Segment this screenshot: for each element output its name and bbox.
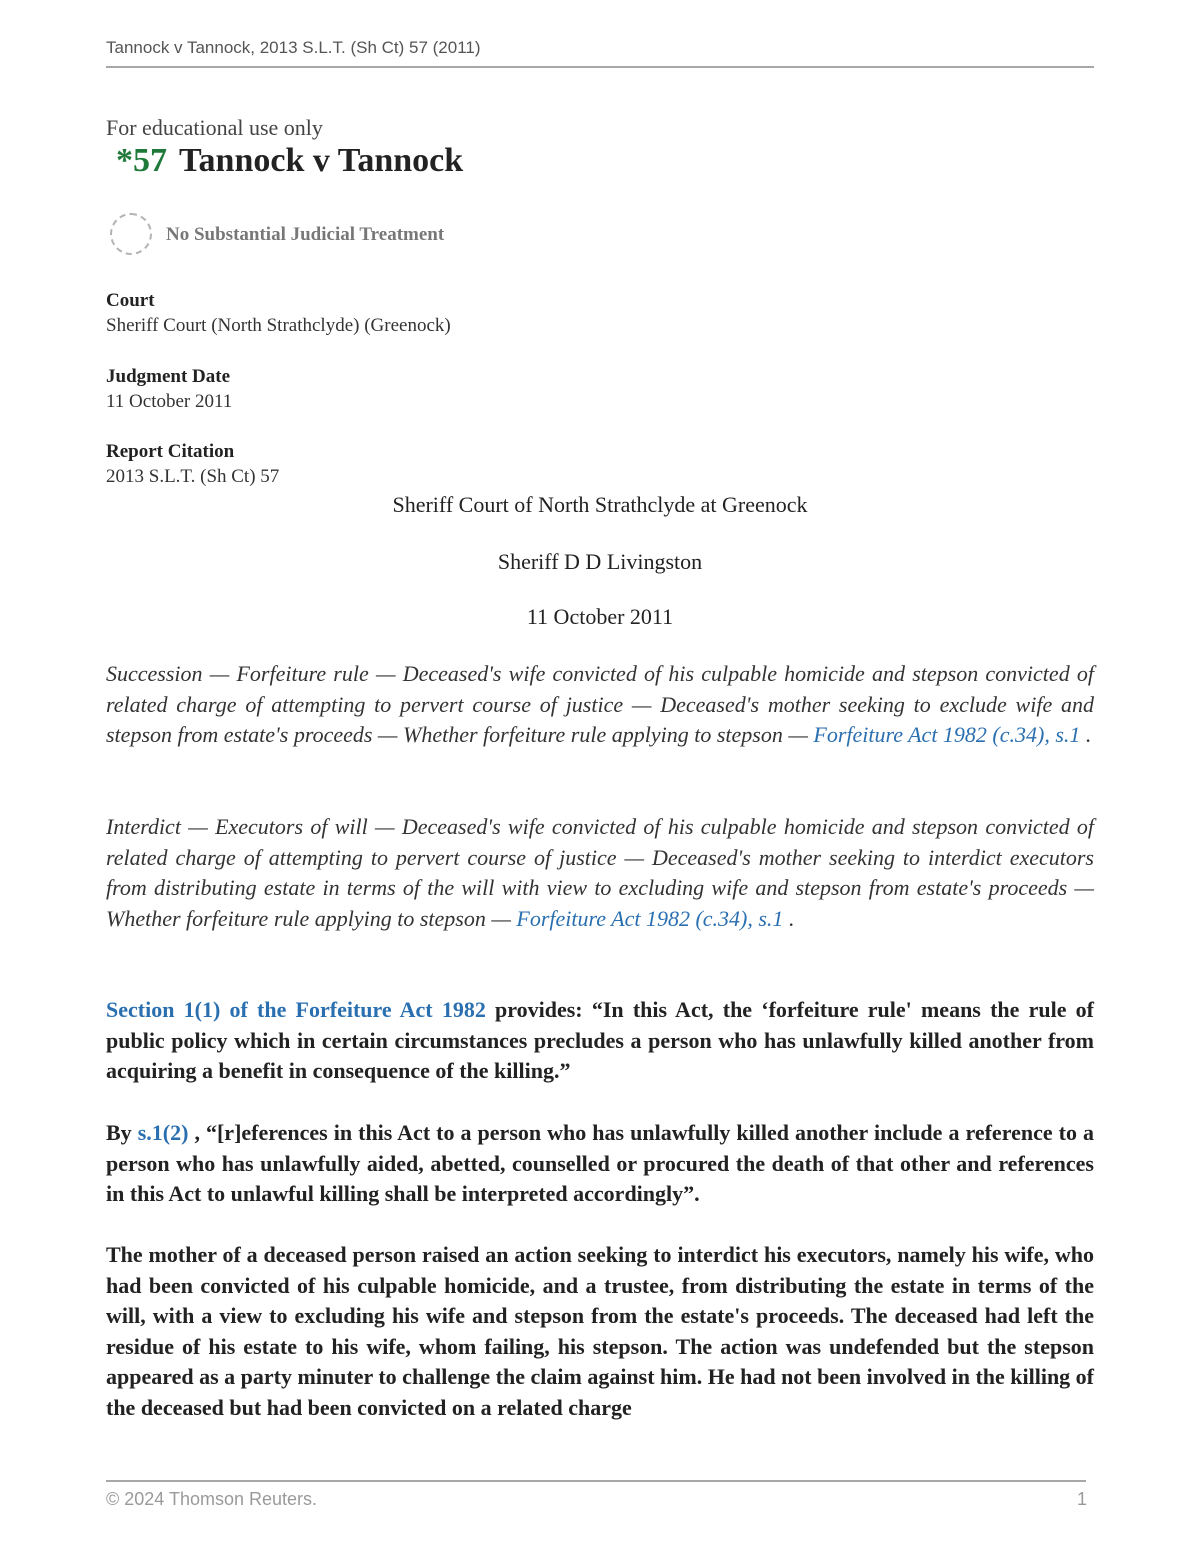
- judge-heading: Sheriff D D Livingston: [497, 549, 703, 574]
- educational-notice: For educational use only: [106, 115, 323, 140]
- rubric-interdict: Interdict — Executors of will — Deceased's wife convicted of his culpable homicide and stepson convicted of related charge of attempting to pervert course of justice — Deceased's mother seeking to interdict executors from distributing estate in terms of the will with view to excluding wife and stepson from estate's proceeds — Whether forfeiture rule applying to stepson — Forfeiture Act 1982 (c.34), s.1 .: [106, 814, 1094, 931]
- headnote-facts: The mother of a deceased person raised an action seeking to interdict his executors, namely his wife, who had been convicted of his culpable homicide, and a trustee, from distributing the estate in terms of the will, with a view to excluding his wife and stepson from the estate's proceeds. The deceased had left the residue of his estate to his wife, whom failing, his stepson. The action was undefended but the stepson appeared as a party minuter to challenge the claim against him. He had not been involved in the killing of the deceased but had been convicted on a related charge: [106, 1242, 1095, 1420]
- forfeiture-act-link[interactable]: Forfeiture Act 1982 (c.34), s.1: [516, 905, 784, 931]
- section-1-1-link[interactable]: Section 1(1) of the Forfeiture Act 1982: [106, 997, 486, 1022]
- page-marker: *57: [116, 142, 167, 179]
- header-divider: [106, 66, 1094, 68]
- running-header: Tannock v Tannock, 2013 S.L.T. (Sh Ct) 57 (2011): [106, 38, 481, 57]
- copyright: © 2024 Thomson Reuters.: [106, 1489, 318, 1509]
- court-label: Court: [106, 290, 155, 311]
- treatment-status: No Substantial Judicial Treatment: [166, 224, 445, 245]
- footer-divider: [106, 1480, 1086, 1482]
- case-name: Tannock v Tannock: [179, 142, 464, 179]
- section-1-2-link[interactable]: s.1(2): [137, 1120, 189, 1145]
- judgment-date-label: Judgment Date: [106, 366, 231, 387]
- court-heading: Sheriff Court of North Strathclyde at Greenock: [392, 492, 808, 517]
- treatment-flag-icon: [110, 213, 152, 255]
- report-citation-label: Report Citation: [106, 441, 235, 462]
- date-heading: 11 October 2011: [526, 604, 674, 629]
- judgment-date-value: 11 October 2011: [106, 391, 233, 412]
- headnote-section-1-2: By s.1(2) , “[r]eferences in this Act to a person who has unlawfully killed another include a reference to a person who has unlawfully aided, abetted, counselled or procured the death of that other and references in this Act to unlawful killing shall be interpreted accordingly”.: [106, 1120, 1094, 1206]
- report-citation-value: 2013 S.L.T. (Sh Ct) 57: [106, 466, 280, 487]
- court-value: Sheriff Court (North Strathclyde) (Greenock): [106, 315, 451, 336]
- page-number: 1: [1077, 1489, 1088, 1509]
- case-title: [116, 142, 463, 180]
- headnote-section-1-1: Section 1(1) of the Forfeiture Act 1982 provides: “In this Act, the ‘forfeiture rule' means the rule of public policy which in certain circumstances precludes a person who has unlawfully killed another from acquiring a benefit in consequence of the killing.”: [106, 997, 1094, 1083]
- rubric-succession: Succession — Forfeiture rule — Deceased's wife convicted of his culpable homicide and stepson convicted of related charge of attempting to pervert course of justice — Deceased's mother seeking to exclude wife and stepson from estate's proceeds — Whether forfeiture rule applying to stepson — Forfeiture Act 1982 (c.34), s.1 .: [106, 661, 1094, 747]
- forfeiture-act-link[interactable]: Forfeiture Act 1982 (c.34), s.1: [813, 722, 1081, 747]
